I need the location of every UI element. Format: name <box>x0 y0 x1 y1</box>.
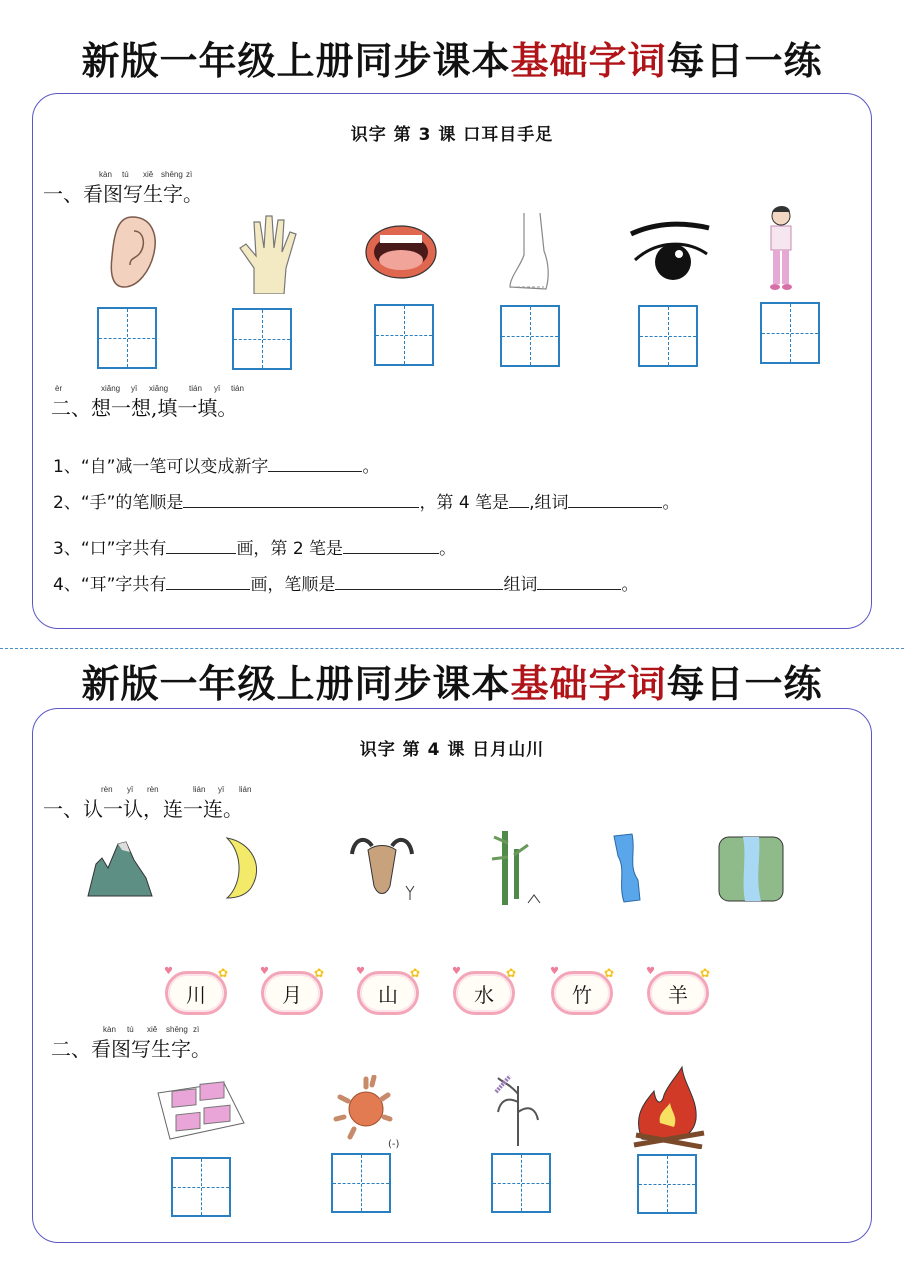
river-picture <box>605 831 665 905</box>
standing-boy-picture <box>761 204 801 292</box>
lesson-3-card <box>32 93 872 629</box>
character-cloud[interactable]: ♥ ✿ 月 <box>261 971 323 1015</box>
crescent-moon-picture <box>213 835 273 901</box>
writing-box[interactable] <box>760 302 820 364</box>
heart-icon: ♥ <box>452 966 461 977</box>
foot-picture <box>497 210 563 294</box>
svg-text:(-): (-) <box>388 1139 400 1150</box>
banner-highlight: 基础字词 <box>510 38 667 83</box>
pinyin-row: kàn tú xiě shēng zì <box>103 1025 200 1034</box>
lesson-4-card <box>32 708 872 1243</box>
section-think-fill <box>51 384 244 420</box>
heart-icon: ♥ <box>356 966 365 977</box>
character-cloud[interactable]: ♥ ✿ 羊 <box>647 971 709 1015</box>
heart-icon: ♥ <box>164 966 173 977</box>
mountain-picture <box>85 835 155 901</box>
page-banner <box>0 659 904 709</box>
ear-picture <box>97 212 167 292</box>
flower-icon: ✿ <box>699 966 710 980</box>
banner-suffix: 每日一练 <box>666 661 823 706</box>
writing-box[interactable] <box>171 1157 231 1217</box>
question-2: 2、“手”的笔顺是 ，第 4 笔是 ,组词 。 <box>53 488 679 513</box>
writing-box[interactable] <box>638 305 698 367</box>
character-cloud[interactable]: ♥ ✿ 水 <box>453 971 515 1015</box>
section-heading: 一、认一认，连一连。 <box>43 797 243 821</box>
cut-line-divider <box>0 648 904 649</box>
bamboo-picture <box>479 829 549 907</box>
answer-blank[interactable] <box>568 489 662 508</box>
sun-picture <box>323 1075 409 1151</box>
question-3: 3、“口”字共有 画，第 2 笔是 。 <box>53 534 456 559</box>
mouth-picture <box>363 218 439 286</box>
section-match <box>43 785 252 821</box>
heart-icon: ♥ <box>260 966 269 977</box>
banner-highlight: 基础字词 <box>510 661 667 706</box>
writing-box[interactable] <box>374 304 434 366</box>
character-cloud[interactable]: ♥ ✿ 山 <box>357 971 419 1015</box>
goat-picture <box>345 833 421 903</box>
writing-box[interactable] <box>232 308 292 370</box>
answer-blank[interactable] <box>183 489 419 508</box>
section-heading: 一、看图写生字。 <box>43 182 203 206</box>
section-heading: 二、看图写生字。 <box>51 1037 211 1061</box>
answer-blank[interactable] <box>166 535 236 554</box>
pinyin-row: rèn yī rèn lián yī lián <box>101 785 252 794</box>
question-4: 4、“耳”字共有 画，笔顺是 组词 。 <box>53 570 638 595</box>
answer-blank[interactable] <box>343 535 439 554</box>
grain-plant-picture <box>487 1071 547 1149</box>
answer-blank[interactable] <box>537 571 621 590</box>
field-picture <box>153 1077 249 1145</box>
banner-suffix: 每日一练 <box>666 38 823 83</box>
writing-box[interactable] <box>491 1153 551 1213</box>
question-1: 1、“自”减一笔可以变成新字 。 <box>53 452 379 477</box>
heart-icon: ♥ <box>550 966 559 977</box>
answer-blank[interactable] <box>166 571 250 590</box>
eye-picture <box>625 216 715 288</box>
lesson-title: 识字 第 4 课 日月山川 <box>359 740 545 760</box>
character-cloud[interactable]: ♥ ✿ 竹 <box>551 971 613 1015</box>
heart-icon: ♥ <box>646 966 655 977</box>
flower-icon: ✿ <box>217 966 228 980</box>
banner-prefix: 新版一年级上册同步课本 <box>81 661 511 706</box>
flower-icon: ✿ <box>313 966 324 980</box>
lesson-title: 识字 第 3 课 口耳目手足 <box>350 125 554 145</box>
fire-picture <box>629 1065 709 1149</box>
section-look-write <box>43 170 203 206</box>
page-banner <box>0 36 904 86</box>
writing-box[interactable] <box>331 1153 391 1213</box>
waterfall-valley-picture <box>713 831 789 907</box>
section-look-write <box>51 1025 211 1061</box>
answer-blank[interactable] <box>335 571 503 590</box>
character-cloud[interactable]: ♥ ✿ 川 <box>165 971 227 1015</box>
writing-box[interactable] <box>500 305 560 367</box>
writing-box[interactable] <box>97 307 157 369</box>
flower-icon: ✿ <box>505 966 516 980</box>
flower-icon: ✿ <box>409 966 420 980</box>
banner-prefix: 新版一年级上册同步课本 <box>81 38 511 83</box>
section-heading: 二、想一想,填一填。 <box>51 396 238 420</box>
writing-box[interactable] <box>637 1154 697 1214</box>
answer-blank[interactable] <box>268 453 362 472</box>
pinyin-row: èr xiǎng yī xiǎng tián yī tián <box>55 384 244 393</box>
pinyin-row: kàn tú xiě shēng zì <box>99 170 193 179</box>
flower-icon: ✿ <box>603 966 614 980</box>
answer-blank[interactable] <box>509 489 529 508</box>
hand-picture <box>229 208 309 294</box>
